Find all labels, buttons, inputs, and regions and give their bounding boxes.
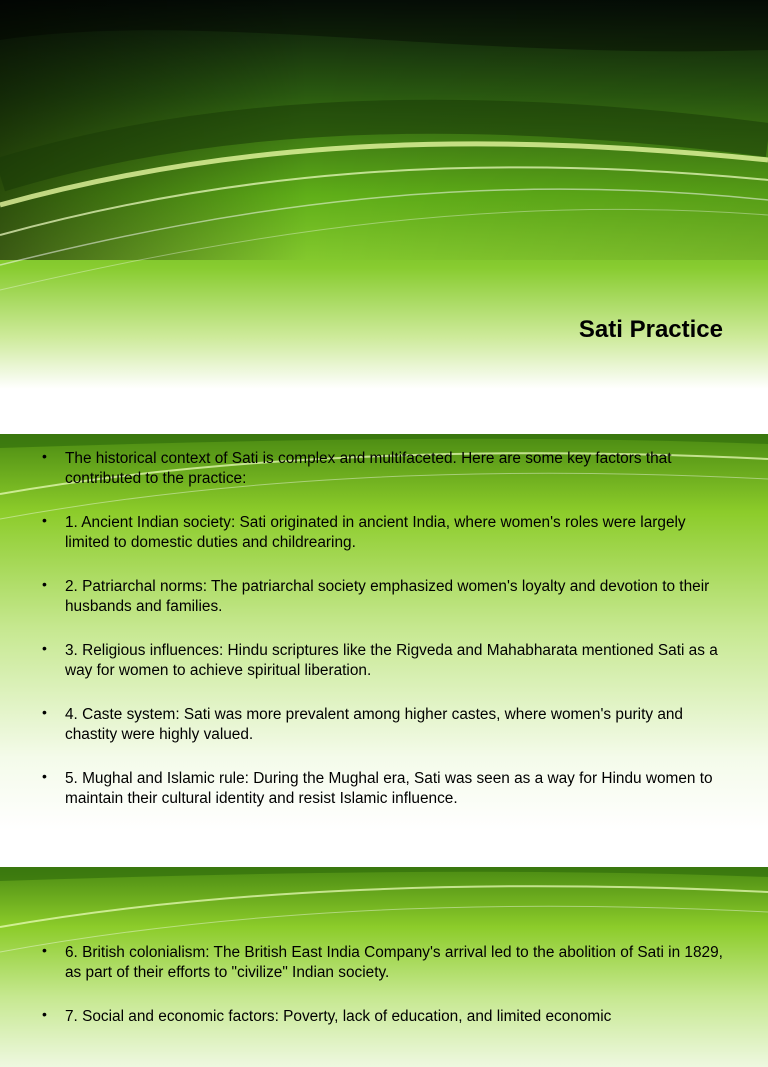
bullet-dot: • [42,1006,47,1022]
bullet-dot: • [42,704,47,720]
bullet-dot: • [42,768,47,784]
bullet-list [42,449,728,833]
title-slide [0,0,768,432]
bullet-dot: • [42,512,47,528]
content-slide-1 [0,434,768,866]
content-slide-2 [0,867,768,1067]
bullet-dot: • [42,576,47,592]
list-item: • The historical context of Sati is complex and multifaceted. Here are some key factors that contributed to the practice: [42,448,672,487]
list-item: • 1. Ancient Indian society: Sati originated in ancient India, where women's roles were largely limited to domestic duties and childrearing. [42,512,686,551]
list-item: • 6. British colonialism: The British East India Company's arrival led to the abolition of Sati in 1829, as part of their efforts to "civilize" Indian society. [42,942,723,981]
list-item: • 7. Social and economic factors: Poverty, lack of education, and limited economic [42,1006,612,1025]
list-item: • 3. Religious influences: Hindu scriptures like the Rigveda and Mahabharata mentioned Sati as a way for women to achieve spiritual liberation. [42,640,718,679]
list-item: • 4. Caste system: Sati was more prevalent among higher castes, where women's purity and chastity were highly valued. [42,704,683,743]
slide-title: Sati Practice [578,316,723,343]
green-swoosh-background [0,0,768,432]
bullet-dot: • [42,640,47,656]
list-item: • 5. Mughal and Islamic rule: During the Mughal era, Sati was seen as a way for Hindu women to maintain their cultural identity and resist Islamic influence. [42,768,713,807]
bullet-dot: • [42,942,47,958]
bullet-dot: • [42,448,47,464]
bullet-list [42,943,728,1052]
list-item: • 2. Patriarchal norms: The patriarchal society emphasized women's loyalty and devotion to their husbands and families. [42,576,710,615]
